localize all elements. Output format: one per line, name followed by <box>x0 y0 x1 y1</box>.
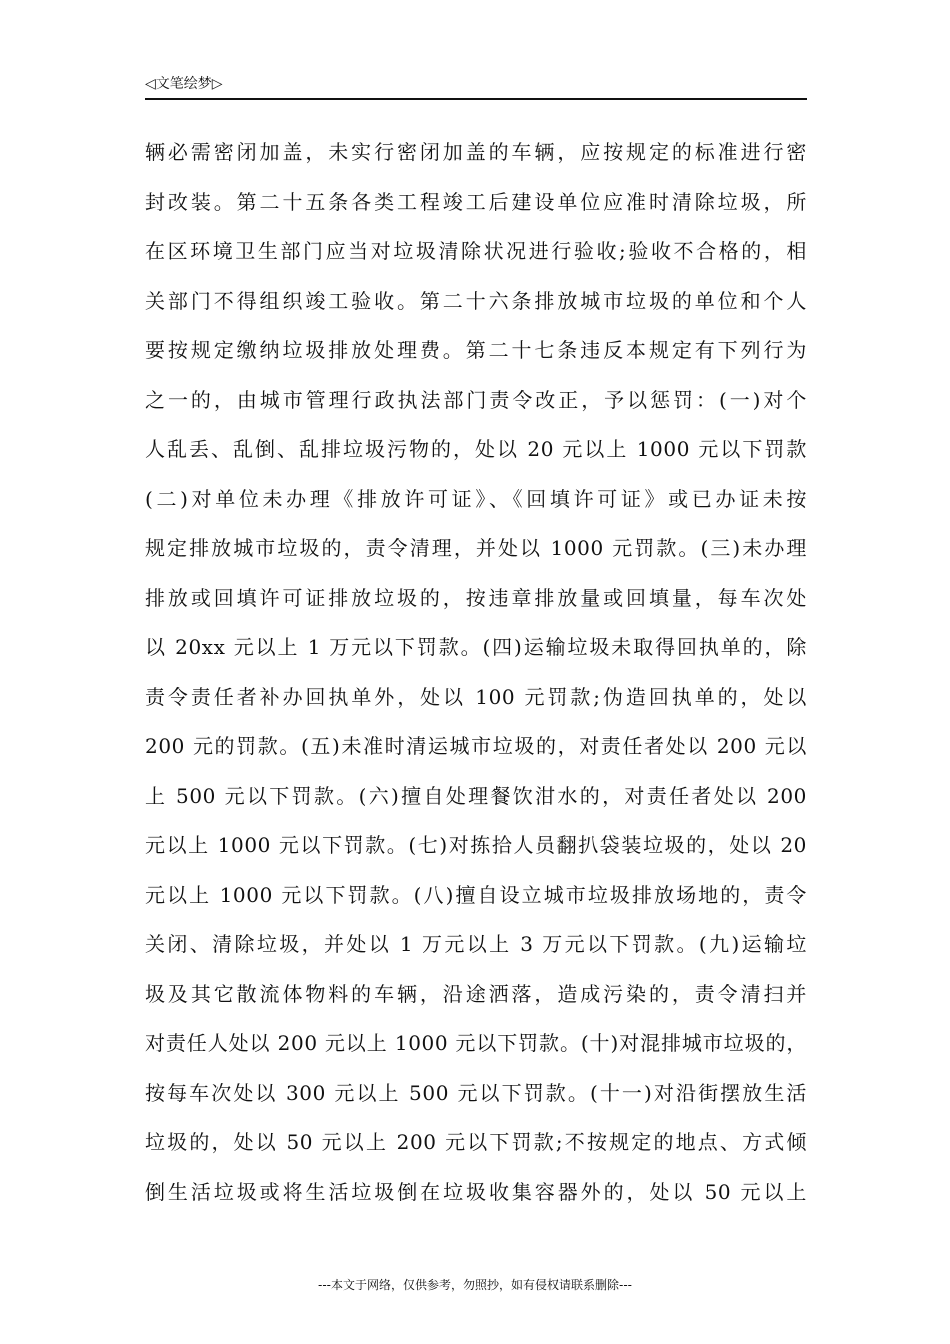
text-line: 之一的，由城市管理行政执法部门责令改正，予以惩罚：(一)对个 <box>145 387 807 412</box>
text-line: 元以上 1000 元以下罚款。(八)擅自设立城市垃圾排放场地的，责令 <box>145 882 807 907</box>
text-line: (二)对单位未办理《排放许可证》、《回填许可证》或已办证未按 <box>145 486 807 511</box>
text-line: 对责任人处以 200 元以上 1000 元以下罚款。(十)对混排城市垃圾的， <box>145 1031 807 1055</box>
text-line: 垃圾的，处以 50 元以上 200 元以下罚款;不按规定的地点、方式倾 <box>145 1130 807 1154</box>
text-line: 上 500 元以下罚款。(六)擅自处理餐饮泔水的，对责任者处以 200 <box>145 783 807 808</box>
text-line: 元以上 1000 元以下罚款。(七)对拣拾人员翻扒袋装垃圾的，处以 20 <box>145 833 807 857</box>
text-line: 200 元的罚款。(五)未准时清运城市垃圾的，对责任者处以 200 元以 <box>145 734 807 758</box>
text-line: 辆必需密闭加盖，未实行密闭加盖的车辆，应按规定的标准进行密 <box>145 140 807 164</box>
text-line: 要按规定缴纳垃圾排放处理费。第二十七条违反本规定有下列行为 <box>145 338 807 362</box>
text-line: 封改装。第二十五条各类工程竣工后建设单位应准时清除垃圾，所 <box>145 189 807 214</box>
text-line: 以 20xx 元以上 1 万元以下罚款。(四)运输垃圾未取得回执单的，除 <box>145 635 807 659</box>
text-line: 圾及其它散流体物料的车辆，沿途洒落，造成污染的，责令清扫并 <box>145 981 807 1006</box>
text-line: 关部门不得组织竣工验收。第二十六条排放城市垃圾的单位和个人 <box>145 288 807 313</box>
page-header <box>145 74 807 100</box>
text-line: 规定排放城市垃圾的，责令清理，并处以 1000 元罚款。(三)未办理 <box>145 536 807 560</box>
page-footer: ---本文于网络，仅供参考，勿照抄，如有侵权请联系删除--- <box>318 1278 632 1292</box>
text-line: 在区环境卫生部门应当对垃圾清除状况进行验收;验收不合格的，相 <box>145 239 807 263</box>
header-title: ◁文笔绘梦▷ <box>145 76 223 92</box>
text-line: 按每车次处以 300 元以上 500 元以下罚款。(十一)对沿街摆放生活 <box>145 1080 807 1105</box>
text-line: 人乱丢、乱倒、乱排垃圾污物的，处以 20 元以上 1000 元以下罚款 <box>145 437 807 461</box>
text-line: 倒生活垃圾或将生活垃圾倒在垃圾收集容器外的，处以 50 元以上 <box>145 1179 807 1204</box>
text-line: 关闭、清除垃圾，并处以 1 万元以上 3 万元以下罚款。(九)运输垃 <box>145 932 807 956</box>
body-text <box>145 128 807 1217</box>
text-line: 排放或回填许可证排放垃圾的，按违章排放量或回填量，每车次处 <box>145 585 807 610</box>
text-line: 责令责任者补办回执单外，处以 100 元罚款;伪造回执单的，处以 <box>145 684 807 709</box>
